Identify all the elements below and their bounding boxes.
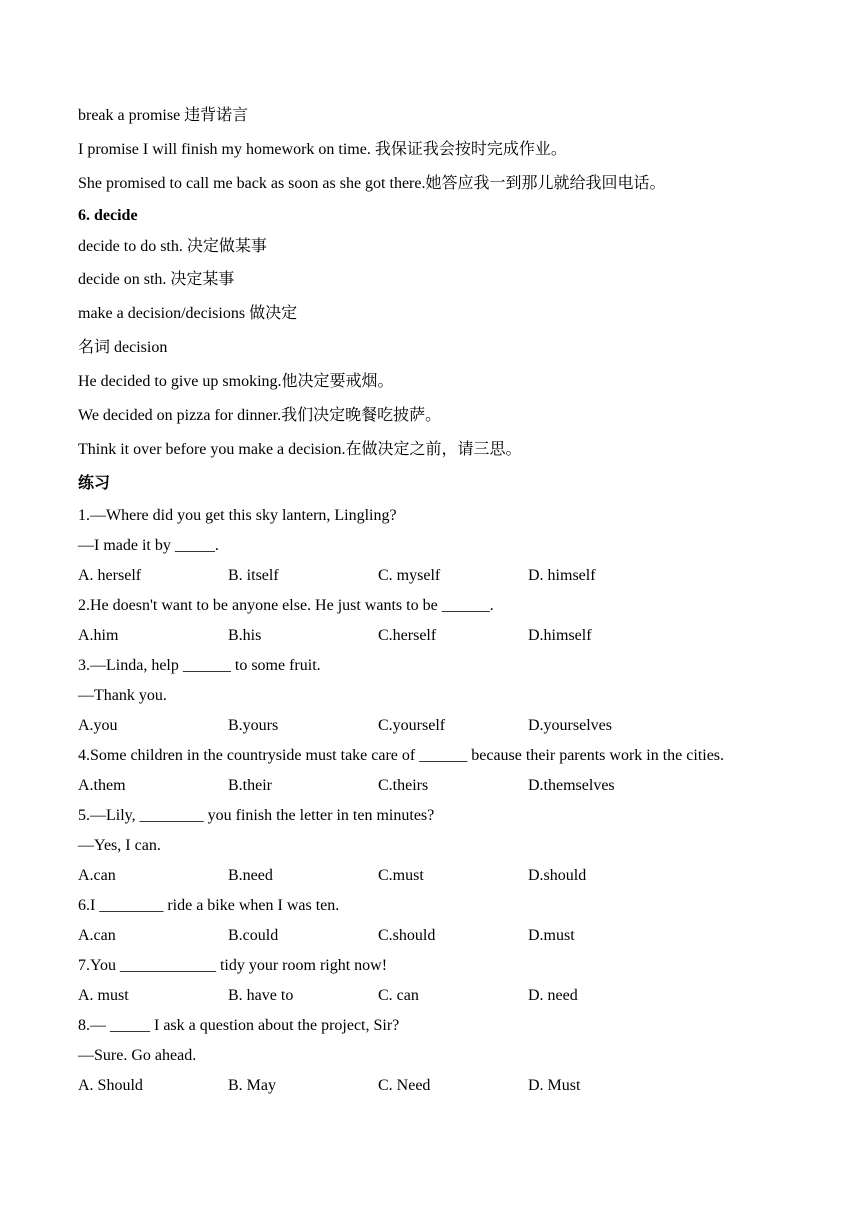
option-a: A. must <box>78 987 129 1004</box>
option-c: C.herself <box>378 627 437 644</box>
note-line: decide on sth. 决定某事 <box>78 271 235 288</box>
option-c: C.theirs <box>378 777 429 794</box>
option-c: C. Need <box>378 1077 431 1094</box>
option-a: A.him <box>78 627 119 644</box>
question-text: 1.—Where did you get this sky lantern, Lingling? <box>78 507 397 524</box>
option-a: A. Should <box>78 1077 143 1094</box>
question-text: —I made it by _____. <box>78 537 219 554</box>
option-d: D.should <box>528 867 587 884</box>
note-line: I promise I will finish my homework on time. 我保证我会按时完成作业。 <box>78 141 567 158</box>
note-line: Think it over before you make a decision.在做决定之前，请三思。 <box>78 441 522 458</box>
option-c: C.yourself <box>378 717 446 734</box>
option-b: B.his <box>228 627 262 644</box>
note-line: We decided on pizza for dinner.我们决定晚餐吃披萨。 <box>78 407 442 424</box>
option-a: A.them <box>78 777 126 794</box>
option-c: C. can <box>378 987 419 1004</box>
option-d: D.must <box>528 927 575 944</box>
question-text: —Thank you. <box>78 687 167 704</box>
note-line: 名词 decision <box>78 339 168 356</box>
option-d: D.himself <box>528 627 592 644</box>
question-text: 7.You ____________ tidy your room right now! <box>78 957 388 974</box>
option-c: C.should <box>378 927 436 944</box>
note-line: He decided to give up smoking.他决定要戒烟。 <box>78 373 394 390</box>
option-a: A.can <box>78 927 116 944</box>
option-b: B.need <box>228 867 273 884</box>
question-text: —Sure. Go ahead. <box>78 1047 197 1064</box>
question-text: 4.Some children in the countryside must take care of ______ because their parents work in the cities. <box>78 747 725 764</box>
question-text: 3.—Linda, help ______ to some fruit. <box>78 657 321 674</box>
note-line: break a promise 违背诺言 <box>78 107 249 124</box>
option-b: B. itself <box>228 567 279 584</box>
question-text: —Yes, I can. <box>78 837 161 854</box>
option-d: D.yourselves <box>528 717 612 734</box>
option-b: B.could <box>228 927 279 944</box>
option-a: A. herself <box>78 567 142 584</box>
question-text: 8.— _____ I ask a question about the project, Sir? <box>78 1017 400 1034</box>
option-c: C.must <box>378 867 424 884</box>
exercises-heading: 练习 <box>78 475 111 492</box>
option-b: B. May <box>228 1077 276 1094</box>
option-b: B.their <box>228 777 272 794</box>
question-text: 6.I ________ ride a bike when I was ten. <box>78 897 340 914</box>
option-b: B. have to <box>228 987 294 1004</box>
option-b: B.yours <box>228 717 279 734</box>
option-d: D. himself <box>528 567 596 584</box>
option-d: D. Must <box>528 1077 581 1094</box>
note-line: She promised to call me back as soon as she got there.她答应我一到那儿就给我回电话。 <box>78 175 666 192</box>
option-c: C. myself <box>378 567 441 584</box>
option-d: D. need <box>528 987 578 1004</box>
option-a: A.can <box>78 867 116 884</box>
note-line: make a decision/decisions 做决定 <box>78 305 298 322</box>
question-text: 5.—Lily, ________ you finish the letter in ten minutes? <box>78 807 435 824</box>
option-a: A.you <box>78 717 118 734</box>
option-d: D.themselves <box>528 777 615 794</box>
question-text: 2.He doesn't want to be anyone else. He just wants to be ______. <box>78 597 494 614</box>
note-line: decide to do sth. 决定做某事 <box>78 238 267 255</box>
section-heading: 6. decide <box>78 207 138 224</box>
